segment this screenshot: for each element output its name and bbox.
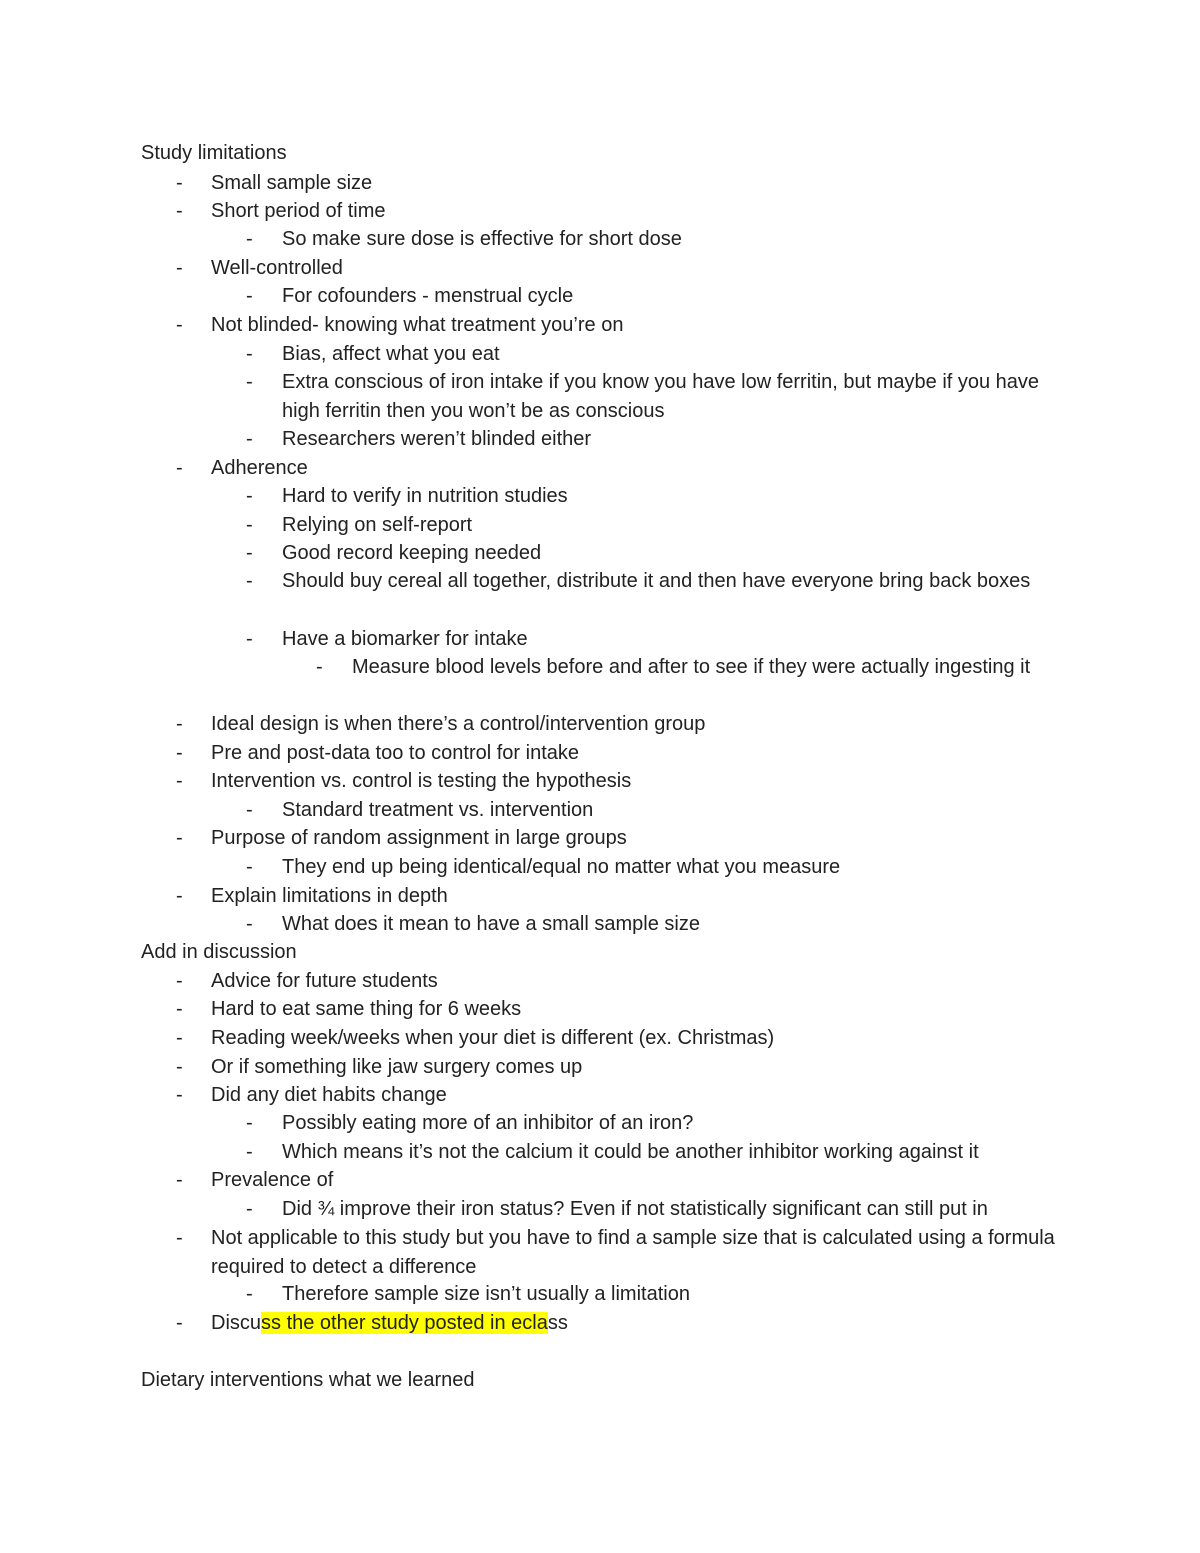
list-item: - Not applicable to this study but you have to find a sample size that is calculated using a formula required to detect a difference [176, 1224, 1061, 1281]
list-item: - Did ¾ improve their iron status? Even if not statistically significant can still put in [246, 1195, 1057, 1224]
list-item: - Extra conscious of iron intake if you know you have low ferritin, but maybe if you have high ferritin then you won’t be as conscious [246, 368, 1057, 425]
bullet-dash: - [246, 570, 253, 592]
list-item: - Relying on self-report [246, 511, 1057, 540]
bullet-dash: - [246, 1198, 253, 1220]
bullet-dash: - [176, 257, 183, 279]
bullet-dash: - [246, 1141, 253, 1163]
section-heading-study-limitations: Study limitations [141, 142, 287, 164]
bullet-dash: - [176, 172, 183, 194]
bullet-dash: - [176, 457, 183, 479]
bullet-dash: - [246, 628, 253, 650]
bullet-dash: - [176, 314, 183, 336]
list-item: - Possibly eating more of an inhibitor of an iron? [246, 1109, 1057, 1138]
list-item: - Adherence [176, 454, 1061, 483]
list-item: - Reading week/weeks when your diet is different (ex. Christmas) [176, 1024, 1061, 1053]
list-item: - Bias, affect what you eat [246, 340, 1057, 369]
bullet-dash: - [176, 1227, 183, 1249]
bullet-dash: - [246, 856, 253, 878]
highlighted-text: ss the other study posted in ecla [261, 1312, 548, 1334]
bullet-dash: - [176, 1169, 183, 1191]
bullet-dash: - [246, 913, 253, 935]
list-item: - Explain limitations in depth [176, 882, 1061, 911]
list-item: - Pre and post-data too to control for intake [176, 739, 1061, 768]
list-item: - Purpose of random assignment in large groups [176, 824, 1061, 853]
list-item: - Or if something like jaw surgery comes up [176, 1053, 1061, 1082]
bullet-dash: - [246, 371, 253, 393]
list-item: - Good record keeping needed [246, 539, 1057, 568]
bullet-dash: - [176, 742, 183, 764]
list-item: - Measure blood levels before and after to see if they were actually ingesting it [316, 653, 1032, 682]
bullet-dash: - [246, 1283, 253, 1305]
list-item: - Standard treatment vs. intervention [246, 796, 1057, 825]
list-item: - Prevalence of [176, 1166, 1061, 1195]
bullet-dash: - [176, 200, 183, 222]
bullet-dash: - [176, 1084, 183, 1106]
bullet-dash: - [246, 514, 253, 536]
bullet-dash: - [176, 1056, 183, 1078]
list-item: - Hard to verify in nutrition studies [246, 482, 1057, 511]
bullet-dash: - [176, 1027, 183, 1049]
list-item: - Hard to eat same thing for 6 weeks [176, 995, 1061, 1024]
bullet-dash: - [246, 799, 253, 821]
text-before-highlight: Discu [211, 1312, 262, 1334]
bullet-dash: - [176, 827, 183, 849]
list-item: - Should buy cereal all together, distribute it and then have everyone bring back boxes [246, 567, 1057, 596]
bullet-dash: - [246, 285, 253, 307]
bullet-dash: - [246, 542, 253, 564]
list-item-highlighted [176, 1309, 1061, 1338]
section-heading-add-in-discussion: Add in discussion [141, 941, 297, 963]
list-item: - Advice for future students [176, 967, 1061, 996]
list-item: - Which means it’s not the calcium it could be another inhibitor working against it [246, 1138, 1057, 1167]
list-item: - Intervention vs. control is testing the hypothesis [176, 767, 1061, 796]
bullet-dash: - [246, 1112, 253, 1134]
list-item: - Did any diet habits change [176, 1081, 1061, 1110]
bullet-dash: - [176, 970, 183, 992]
list-item: - Therefore sample size isn’t usually a limitation [246, 1280, 1057, 1309]
list-item: - Short period of time [176, 197, 1061, 226]
bullet-dash: - [176, 998, 183, 1020]
list-item: - Small sample size [176, 169, 1061, 198]
list-item: - Not blinded- knowing what treatment you’re on [176, 311, 1061, 340]
list-item: - Researchers weren’t blinded either [246, 425, 1057, 454]
bullet-dash: - [176, 713, 183, 735]
bullet-dash: - [316, 656, 323, 678]
section-heading-dietary-interventions: Dietary interventions what we learned [141, 1369, 475, 1391]
bullet-dash: - [246, 228, 253, 250]
bullet-dash: - [246, 485, 253, 507]
bullet-dash: - [246, 343, 253, 365]
bullet-dash: - [176, 1312, 183, 1334]
text-after-highlight: ss [547, 1312, 568, 1334]
list-item: - They end up being identical/equal no matter what you measure [246, 853, 1057, 882]
bullet-dash: - [246, 428, 253, 450]
list-item: - For cofounders - menstrual cycle [246, 282, 1057, 311]
list-item: - Well-controlled [176, 254, 1061, 283]
bullet-dash: - [176, 885, 183, 907]
list-item: - What does it mean to have a small sample size [246, 910, 1057, 939]
bullet-dash: - [176, 770, 183, 792]
list-item: - Ideal design is when there’s a control/intervention group [176, 710, 1061, 739]
list-item: - Have a biomarker for intake [246, 625, 1057, 654]
list-item: - So make sure dose is effective for short dose [246, 225, 1057, 254]
